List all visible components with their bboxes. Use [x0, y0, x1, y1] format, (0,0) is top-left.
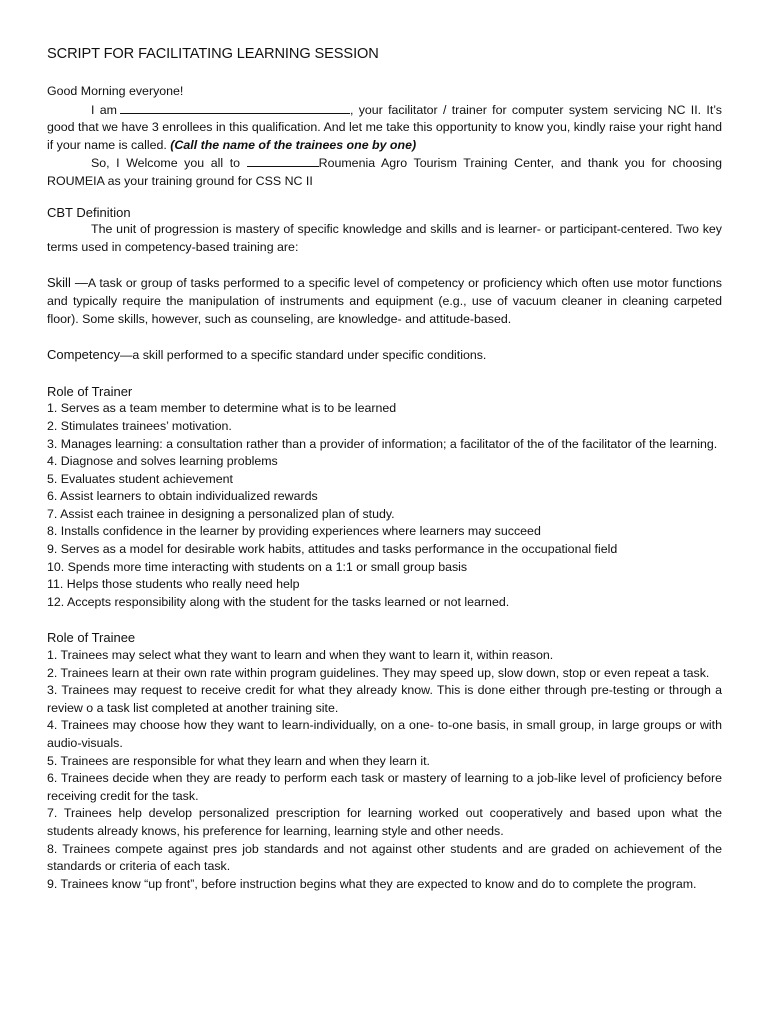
- list-item: 6. Assist learners to obtain individualized rewards: [47, 489, 318, 504]
- list-item: 5. Evaluates student achievement: [47, 471, 233, 486]
- spacer: [47, 256, 722, 274]
- list-item: 9. Serves as a model for desirable work habits, attitudes and tasks performance in the occupational field: [47, 542, 618, 557]
- trainer-heading: Role of Trainer: [47, 383, 133, 399]
- list-item: 10. Spends more time interacting with students on a 1:1 or small group basis: [47, 559, 468, 574]
- name-blank-line: [120, 101, 350, 114]
- list-item: 7. Assist each trainee in designing a personalized plan of study.: [47, 506, 395, 521]
- document-page: [47, 44, 722, 893]
- trainee-role-list: [47, 647, 722, 893]
- competency-term: Competency: [47, 347, 120, 363]
- spacer: [47, 328, 722, 346]
- trainee-heading: Role of Trainee: [47, 630, 136, 646]
- welcome-before: So, I Welcome you all to: [91, 156, 247, 171]
- welcome-paragraph: [47, 154, 722, 190]
- list-item: 1. Serves as a team member to determine what is to be learned: [47, 401, 397, 416]
- spacer: [47, 365, 722, 383]
- list-item: 6. Trainees decide when they are ready to perform each task or mastery of learning to a job-like level of proficiency before receiving credit for the task.: [47, 771, 722, 803]
- list-item: 3. Manages learning: a consultation rather than a provider of information; a facilitator of the of the facilitator of the learning.: [47, 436, 718, 451]
- list-item: 11. Helps those students who really need help: [47, 577, 300, 592]
- cbt-paragraph: The unit of progression is mastery of specific knowledge and skills and is learner- or participant-centered. Two key terms used in competency-based training are:: [47, 222, 722, 254]
- skill-term: Skill —: [47, 275, 88, 291]
- competency-text: —a skill performed to a specific standard under specific conditions.: [119, 348, 487, 363]
- welcome-after: Roumenia Agro Tourism Training Center, and thank you for choosing ROUMEIA as your training ground for CSS NC II: [47, 156, 722, 188]
- list-item: 12. Accepts responsibility along with the student for the tasks learned or not learned.: [47, 594, 510, 609]
- list-item: 3. Trainees may request to receive credit for what they already know. This is done either through pre-testing or through a review o a task list completed at another training site.: [47, 683, 722, 715]
- skill-text: A task or group of tasks performed to a specific level of competency or proficiency which often use motor functions and typically require the manipulation of instruments and equipment (e.g., use of vacuum cleaner in cleaning carpeted floor). Some skills, however, such as counseling, are knowledge- and attitude-based.: [47, 276, 722, 326]
- list-item: 5. Trainees are responsible for what they learn and when they learn it.: [47, 753, 430, 768]
- list-item: 4. Diagnose and solves learning problems: [47, 454, 278, 469]
- list-item: 2. Stimulates trainees’ motivation.: [47, 418, 232, 433]
- list-item: 7. Trainees help develop personalized prescription for learning worked out cooperatively and based upon what the students already knows, his preference for learning, learning style and other needs.: [47, 806, 722, 838]
- spacer: [47, 191, 722, 204]
- list-item: 2. Trainees learn at their own rate within program guidelines. They may speed up, slow down, stop or even repeat a task.: [47, 665, 710, 680]
- list-item: 9. Trainees know “up front”, before instruction begins what they are expected to know and do to complete the program.: [47, 876, 697, 891]
- list-item: 1. Trainees may select what they want to learn and when they want to learn it, within reason.: [47, 648, 554, 663]
- call-names-note: (Call the name of the trainees one by one): [170, 137, 417, 152]
- list-item: 4. Trainees may choose how they want to learn-individually, on a one- to-one basis, in small group, in large groups or with audio-visuals.: [47, 718, 722, 750]
- intro-text: , your facilitator / trainer for computer system servicing NC II. It’s good that we have 3 enrollees in this qualification. And let me take this opportunity to know you, kindly raise your right hand if your name is called.: [47, 102, 722, 152]
- skill-paragraph: [47, 274, 722, 328]
- welcome-blank-line: [247, 154, 319, 167]
- competency-paragraph: [47, 346, 722, 365]
- spacer: [47, 611, 722, 629]
- list-item: 8. Installs confidence in the learner by providing experiences where learners may succeed: [47, 524, 541, 539]
- list-item: 8. Trainees compete against pres job standards and not against other students and are graded on achievement of the standards or criteria of each task.: [47, 841, 722, 874]
- intro-paragraph: [47, 101, 722, 155]
- greeting-line: Good Morning everyone!: [47, 84, 184, 98]
- cbt-heading: CBT Definition: [47, 204, 131, 220]
- trainer-role-list: [47, 400, 722, 611]
- page-title: SCRIPT FOR FACILITATING LEARNING SESSION: [47, 46, 379, 62]
- intro-i-am: I am: [91, 102, 117, 117]
